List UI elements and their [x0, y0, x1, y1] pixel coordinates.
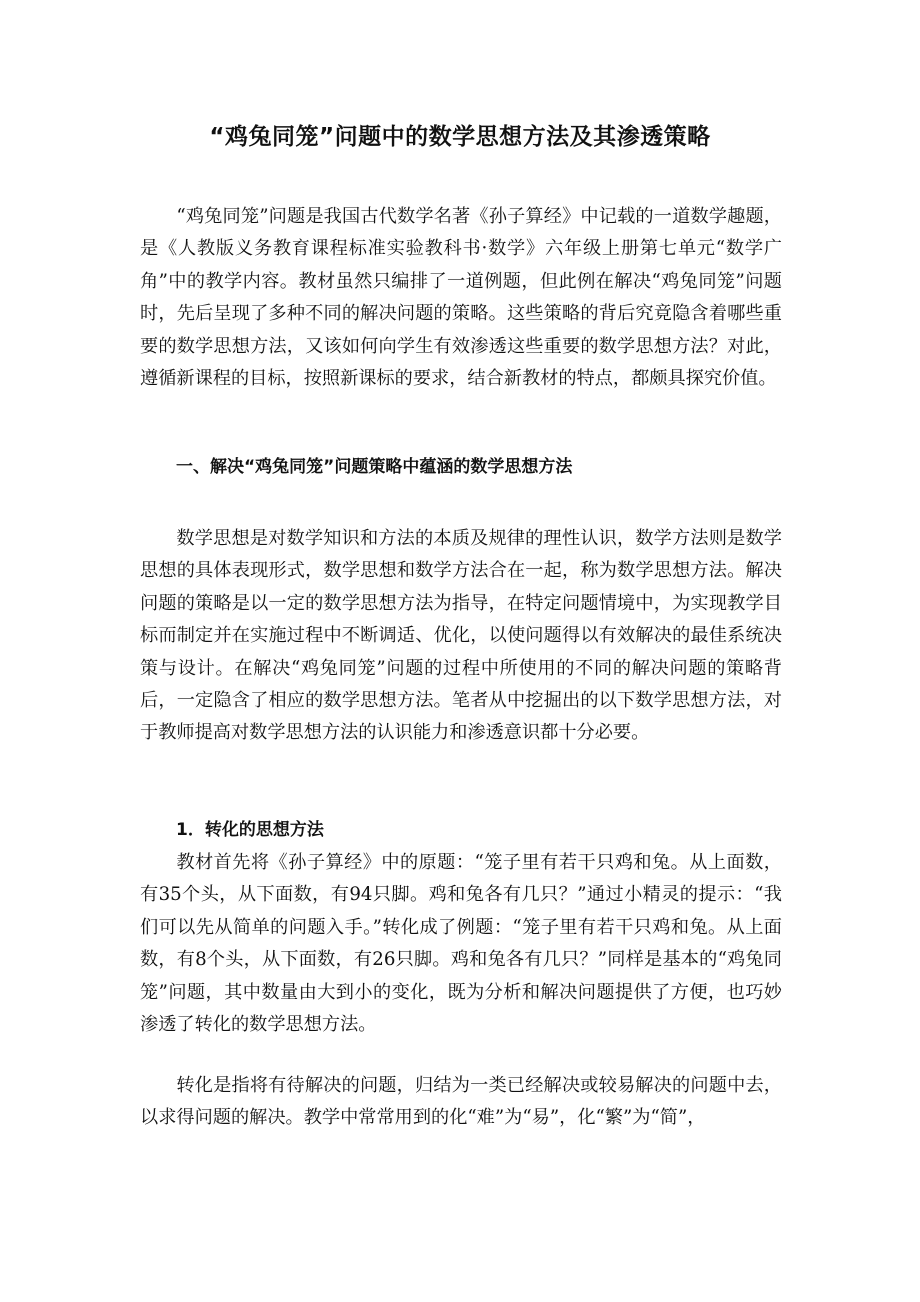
intro-paragraph: “鸡兔同笼”问题是我国古代数学名著《孙子算经》中记载的一道数学趣题，是《人教版义务教育课程标准实验教科书·数学》六年级上册第七单元“数学广角”中的教学内容。教材虽然只编排了一道例题，但此例在解决“鸡兔同笼”问题时，先后呈现了多种不同的解决问题的策略。这些策略的背后究竟隐含着哪些重要的数学思想方法，又该如何向学生有效渗透这些重要的数学思想方法？对此，遵循新课程的目标，按照新课标的要求，结合新教材的特点，都颇具探究价值。: [140, 206, 782, 390]
section-heading: 一、解决“鸡兔同笼”问题策略中蕴涵的数学思想方法: [176, 457, 573, 477]
document-title: “鸡兔同笼”问题中的数学思想方法及其渗透策略: [209, 124, 711, 150]
section-paragraph: 数学思想是对数学知识和方法的本质及规律的理性认识，数学方法则是数学思想的具体表现形式，数学思想和数学方法合在一起，称为数学思想方法。解决问题的策略是以一定的数学思想方法为指导，在特定问题情境中，为实现教学目标而制定并在实施过程中不断调适、优化，以使问题得以有效解决的最佳系统决策与设计。在解决“鸡兔同笼”问题的过程中所使用的不同的解决问题的策略背后，一定隐含了相应的数学思想方法。笔者从中挖掘出的以下数学思想方法，对于教师提高对数学思想方法的认识能力和渗透意识都十分必要。: [140, 528, 782, 744]
subsection-paragraph-1: 教材首先将《孙子算经》中的原题：“笼子里有若干只鸡和兔。从上面数，有35个头，从下面数，有94只脚。鸡和兔各有几只？”通过小精灵的提示：“我们可以先从简单的问题入手。”转化成了例题：“笼子里有若干只鸡和兔。从上面数，有8个头，从下面数，有26只脚。鸡和兔各有几只？”同样是基本的“鸡兔同笼”问题，其中数量由大到小的变化，既为分析和解决问题提供了方便，也巧妙渗透了转化的数学思想方法。: [140, 852, 782, 1036]
subsection-heading: 1．转化的思想方法: [176, 820, 324, 840]
subsection-paragraph-2: 转化是指将有待解决的问题，归结为一类已经解决或较易解决的问题中去，以求得问题的解决。教学中常常用到的化“难”为“易”，化“繁”为“简”，: [140, 1075, 782, 1129]
